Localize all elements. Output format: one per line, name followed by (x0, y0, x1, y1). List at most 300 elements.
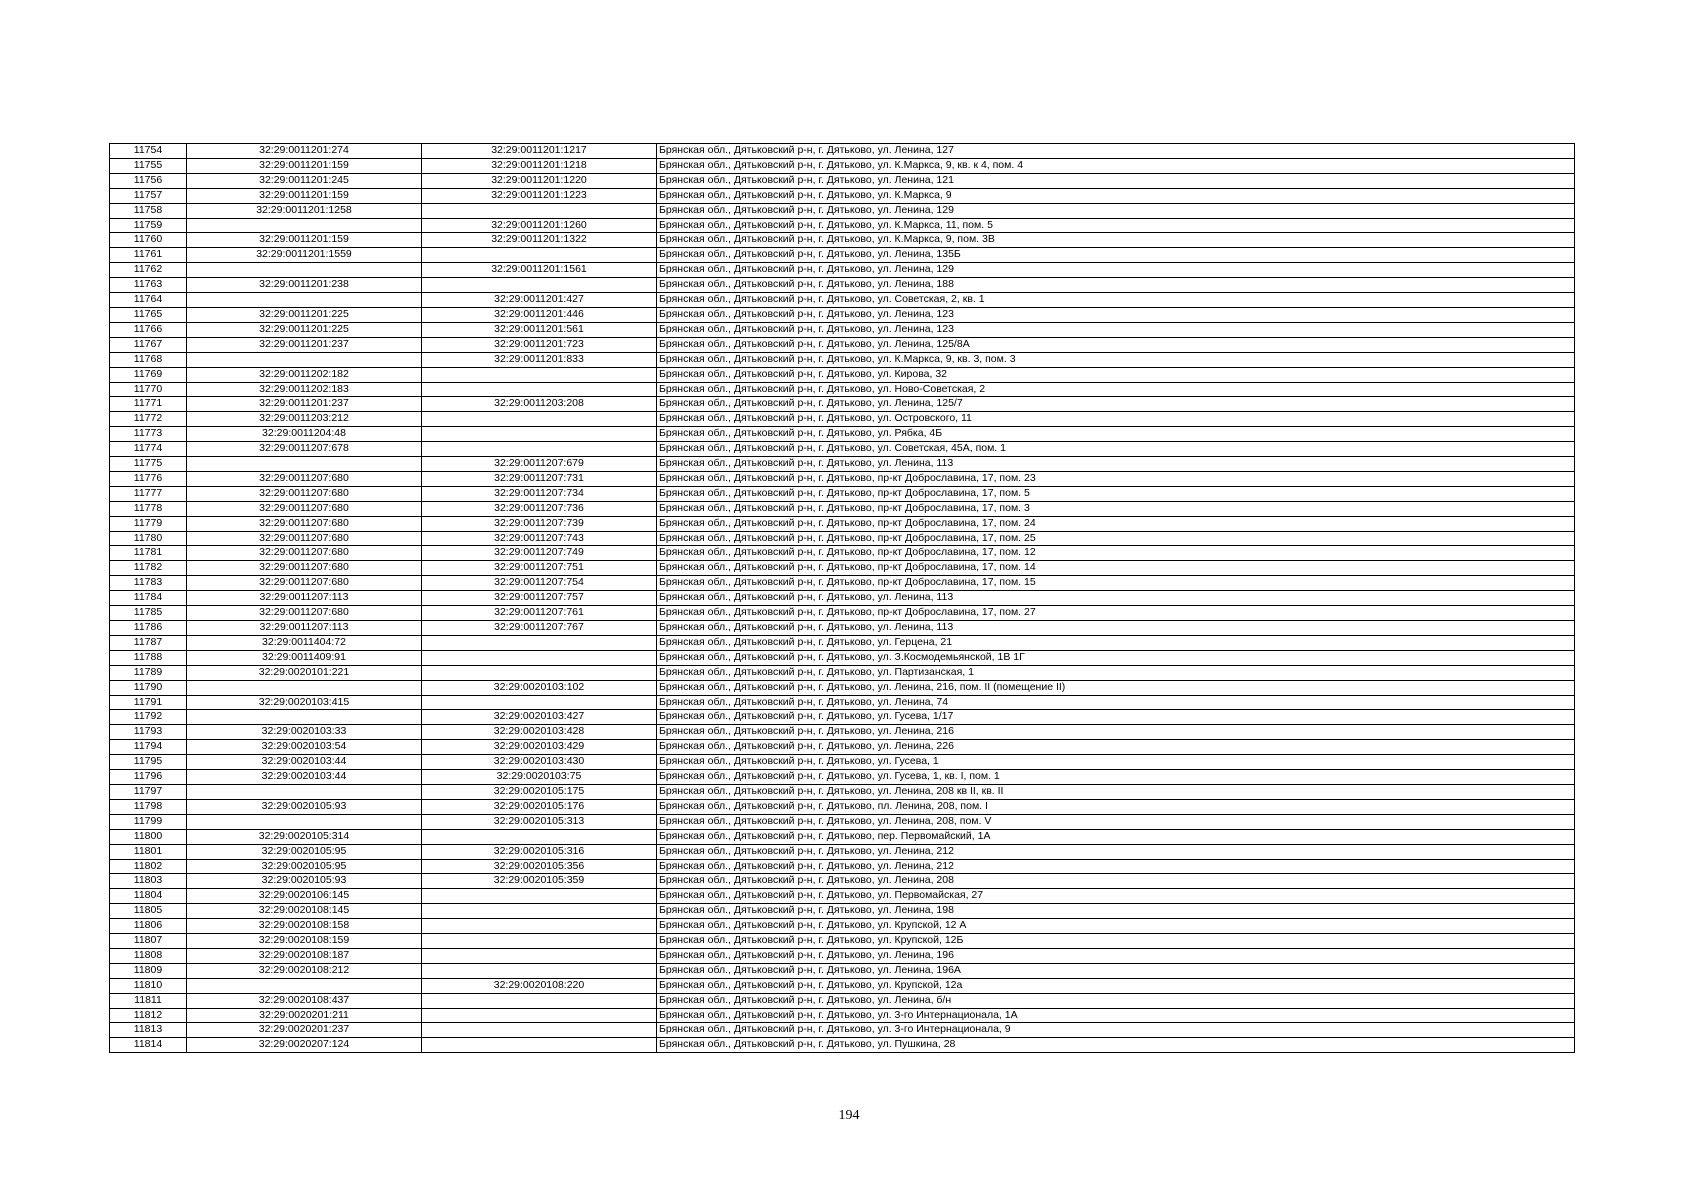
cadastral-number-cell (187, 680, 422, 695)
table-row (110, 561, 1575, 576)
cadastral-number-cell: 32:29:0011204:48 (187, 427, 422, 442)
object-cadastral-number-cell: 32:29:0011207:757 (422, 591, 657, 606)
cadastral-number-cell: 32:29:0011404:72 (187, 635, 422, 650)
table-row (110, 695, 1575, 710)
cadastral-number-cell: 32:29:0020105:93 (187, 799, 422, 814)
table-row (110, 591, 1575, 606)
row-number-cell: 11808 (110, 948, 187, 963)
row-number-cell: 11773 (110, 427, 187, 442)
table-row (110, 173, 1575, 188)
address-cell: Брянская обл., Дятьковский р-н, г. Дятьково, ул. Ленина, 125/7 (657, 397, 1575, 412)
address-cell: Брянская обл., Дятьковский р-н, г. Дятьково, ул. Гусева, 1, кв. I, пом. 1 (657, 770, 1575, 785)
address-cell: Брянская обл., Дятьковский р-н, г. Дятьково, ул. Ленина, 208 кв II, кв. II (657, 784, 1575, 799)
row-number-cell: 11799 (110, 814, 187, 829)
object-cadastral-number-cell: 32:29:0011201:1260 (422, 218, 657, 233)
cadastral-number-cell: 32:29:0011409:91 (187, 650, 422, 665)
table-row (110, 859, 1575, 874)
address-cell: Брянская обл., Дятьковский р-н, г. Дятьково, ул. Крупской, 12Б (657, 934, 1575, 949)
row-number-cell: 11792 (110, 710, 187, 725)
object-cadastral-number-cell: 32:29:0020105:359 (422, 874, 657, 889)
object-cadastral-number-cell: 32:29:0011201:1220 (422, 173, 657, 188)
row-number-cell: 11759 (110, 218, 187, 233)
table-row (110, 322, 1575, 337)
table-row (110, 218, 1575, 233)
table-row (110, 278, 1575, 293)
cadastral-number-cell: 32:29:0020103:415 (187, 695, 422, 710)
row-number-cell: 11779 (110, 516, 187, 531)
row-number-cell: 11784 (110, 591, 187, 606)
table-row (110, 367, 1575, 382)
address-cell: Брянская обл., Дятьковский р-н, г. Дятьково, пр-кт Доброславина, 17, пом. 12 (657, 546, 1575, 561)
table-row (110, 248, 1575, 263)
object-cadastral-number-cell (422, 1023, 657, 1038)
cadastral-number-cell: 32:29:0011201:1559 (187, 248, 422, 263)
cadastral-number-cell: 32:29:0020103:54 (187, 740, 422, 755)
object-cadastral-number-cell: 32:29:0020103:75 (422, 770, 657, 785)
row-number-cell: 11812 (110, 1008, 187, 1023)
table-row (110, 576, 1575, 591)
row-number-cell: 11802 (110, 859, 187, 874)
table-row (110, 1023, 1575, 1038)
cadastral-number-cell: 32:29:0011207:680 (187, 546, 422, 561)
cadastral-number-cell (187, 710, 422, 725)
address-cell: Брянская обл., Дятьковский р-н, г. Дятьково, пл. Ленина, 208, пом. I (657, 799, 1575, 814)
table-row (110, 606, 1575, 621)
address-cell: Брянская обл., Дятьковский р-н, г. Дятьково, ул. Крупской, 12 А (657, 919, 1575, 934)
cadastral-number-cell: 32:29:0011207:680 (187, 576, 422, 591)
table-row (110, 531, 1575, 546)
row-number-cell: 11780 (110, 531, 187, 546)
cadastral-number-cell (187, 293, 422, 308)
object-cadastral-number-cell: 32:29:0020103:102 (422, 680, 657, 695)
table-row (110, 233, 1575, 248)
object-cadastral-number-cell: 32:29:0020103:430 (422, 755, 657, 770)
row-number-cell: 11810 (110, 978, 187, 993)
row-number-cell: 11769 (110, 367, 187, 382)
table-row (110, 293, 1575, 308)
row-number-cell: 11772 (110, 412, 187, 427)
object-cadastral-number-cell (422, 1008, 657, 1023)
table-row (110, 1038, 1575, 1053)
row-number-cell: 11806 (110, 919, 187, 934)
table-row (110, 919, 1575, 934)
row-number-cell: 11813 (110, 1023, 187, 1038)
address-cell: Брянская обл., Дятьковский р-н, г. Дятьково, ул. 3-го Интернационала, 9 (657, 1023, 1575, 1038)
address-cell: Брянская обл., Дятьковский р-н, г. Дятьково, ул. Ленина, 129 (657, 263, 1575, 278)
cadastral-number-cell: 32:29:0011207:113 (187, 591, 422, 606)
cadastral-number-cell: 32:29:0011207:678 (187, 442, 422, 457)
row-number-cell: 11798 (110, 799, 187, 814)
object-cadastral-number-cell (422, 427, 657, 442)
address-cell: Брянская обл., Дятьковский р-н, г. Дятьково, ул. Ленина, 212 (657, 844, 1575, 859)
row-number-cell: 11796 (110, 770, 187, 785)
address-cell: Брянская обл., Дятьковский р-н, г. Дятьково, ул. З.Космодемьянской, 1В 1Г (657, 650, 1575, 665)
object-cadastral-number-cell (422, 248, 657, 263)
address-cell: Брянская обл., Дятьковский р-н, г. Дятьково, ул. Ленина, 198 (657, 904, 1575, 919)
object-cadastral-number-cell (422, 203, 657, 218)
row-number-cell: 11755 (110, 158, 187, 173)
address-cell: Брянская обл., Дятьковский р-н, г. Дятьково, ул. Гусева, 1/17 (657, 710, 1575, 725)
table-row (110, 188, 1575, 203)
object-cadastral-number-cell: 32:29:0020105:176 (422, 799, 657, 814)
cadastral-number-cell: 32:29:0011201:225 (187, 322, 422, 337)
table-row (110, 516, 1575, 531)
page-number: 194 (838, 1108, 860, 1123)
table-row (110, 665, 1575, 680)
row-number-cell: 11767 (110, 337, 187, 352)
object-cadastral-number-cell: 32:29:0020105:316 (422, 844, 657, 859)
cadastral-number-cell: 32:29:0020105:314 (187, 829, 422, 844)
table-row (110, 844, 1575, 859)
address-cell: Брянская обл., Дятьковский р-н, г. Дятьково, ул. Ленина, 135Б (657, 248, 1575, 263)
cadastral-number-cell: 32:29:0020108:437 (187, 993, 422, 1008)
table-row (110, 948, 1575, 963)
address-cell: Брянская обл., Дятьковский р-н, г. Дятьково, ул. Ленина, 208 (657, 874, 1575, 889)
table-row (110, 814, 1575, 829)
table-row (110, 934, 1575, 949)
object-cadastral-number-cell: 32:29:0020105:356 (422, 859, 657, 874)
cadastral-number-cell: 32:29:0011207:680 (187, 486, 422, 501)
row-number-cell: 11785 (110, 606, 187, 621)
row-number-cell: 11788 (110, 650, 187, 665)
object-cadastral-number-cell (422, 442, 657, 457)
object-cadastral-number-cell: 32:29:0011207:736 (422, 501, 657, 516)
object-cadastral-number-cell (422, 889, 657, 904)
cadastral-number-cell: 32:29:0020106:145 (187, 889, 422, 904)
row-number-cell: 11800 (110, 829, 187, 844)
cadastral-number-cell (187, 784, 422, 799)
object-cadastral-number-cell (422, 665, 657, 680)
address-cell: Брянская обл., Дятьковский р-н, г. Дятьково, ул. Островского, 11 (657, 412, 1575, 427)
table-row (110, 144, 1575, 159)
object-cadastral-number-cell: 32:29:0011207:734 (422, 486, 657, 501)
cadastral-number-cell (187, 457, 422, 472)
address-cell: Брянская обл., Дятьковский р-н, г. Дятьково, пр-кт Доброславина, 17, пом. 27 (657, 606, 1575, 621)
table-row (110, 710, 1575, 725)
table-row (110, 158, 1575, 173)
row-number-cell: 11805 (110, 904, 187, 919)
object-cadastral-number-cell (422, 367, 657, 382)
row-number-cell: 11787 (110, 635, 187, 650)
table-row (110, 963, 1575, 978)
row-number-cell: 11756 (110, 173, 187, 188)
table-row (110, 680, 1575, 695)
cadastral-number-cell: 32:29:0011201:237 (187, 337, 422, 352)
address-cell: Брянская обл., Дятьковский р-н, г. Дятьково, ул. Ленина, 196 (657, 948, 1575, 963)
row-number-cell: 11770 (110, 382, 187, 397)
cadastral-number-cell: 32:29:0011201:159 (187, 233, 422, 248)
table-row (110, 307, 1575, 322)
row-number-cell: 11777 (110, 486, 187, 501)
object-cadastral-number-cell (422, 993, 657, 1008)
object-cadastral-number-cell: 32:29:0011201:1223 (422, 188, 657, 203)
row-number-cell: 11771 (110, 397, 187, 412)
address-cell: Брянская обл., Дятьковский р-н, г. Дятьково, ул. К.Маркса, 9, пом. 3В (657, 233, 1575, 248)
object-cadastral-number-cell: 32:29:0011203:208 (422, 397, 657, 412)
row-number-cell: 11761 (110, 248, 187, 263)
object-cadastral-number-cell: 32:29:0011207:739 (422, 516, 657, 531)
table-row (110, 725, 1575, 740)
row-number-cell: 11758 (110, 203, 187, 218)
address-cell: Брянская обл., Дятьковский р-н, г. Дятьково, пр-кт Доброславина, 17, пом. 5 (657, 486, 1575, 501)
cadastral-number-cell (187, 352, 422, 367)
cadastral-number-cell: 32:29:0011201:245 (187, 173, 422, 188)
row-number-cell: 11804 (110, 889, 187, 904)
address-cell: Брянская обл., Дятьковский р-н, г. Дятьково, ул. Партизанская, 1 (657, 665, 1575, 680)
cadastral-number-cell: 32:29:0011201:274 (187, 144, 422, 159)
cadastral-number-cell: 32:29:0011207:680 (187, 531, 422, 546)
table-row (110, 621, 1575, 636)
address-cell: Брянская обл., Дятьковский р-н, г. Дятьково, ул. Ленина, 121 (657, 173, 1575, 188)
row-number-cell: 11766 (110, 322, 187, 337)
cadastral-number-cell: 32:29:0011202:183 (187, 382, 422, 397)
row-number-cell: 11765 (110, 307, 187, 322)
object-cadastral-number-cell (422, 904, 657, 919)
row-number-cell: 11795 (110, 755, 187, 770)
cadastral-number-cell: 32:29:0020201:211 (187, 1008, 422, 1023)
address-cell: Брянская обл., Дятьковский р-н, г. Дятьково, ул. Герцена, 21 (657, 635, 1575, 650)
address-cell: Брянская обл., Дятьковский р-н, г. Дятьково, ул. Ново-Советская, 2 (657, 382, 1575, 397)
address-cell: Брянская обл., Дятьковский р-н, г. Дятьково, ул. Ленина, 208, пом. V (657, 814, 1575, 829)
table-row (110, 412, 1575, 427)
row-number-cell: 11778 (110, 501, 187, 516)
address-cell: Брянская обл., Дятьковский р-н, г. Дятьково, ул. Ленина, 123 (657, 307, 1575, 322)
object-cadastral-number-cell: 32:29:0011201:1217 (422, 144, 657, 159)
object-cadastral-number-cell: 32:29:0011201:1561 (422, 263, 657, 278)
table-row (110, 770, 1575, 785)
address-cell: Брянская обл., Дятьковский р-н, г. Дятьково, ул. Ленина, 188 (657, 278, 1575, 293)
address-cell: Брянская обл., Дятьковский р-н, г. Дятьково, ул. Рябка, 4Б (657, 427, 1575, 442)
cadastral-number-cell: 32:29:0011201:238 (187, 278, 422, 293)
cadastral-number-cell: 32:29:0011201:225 (187, 307, 422, 322)
object-cadastral-number-cell: 32:29:0020103:429 (422, 740, 657, 755)
cadastral-number-cell: 32:29:0011201:237 (187, 397, 422, 412)
object-cadastral-number-cell: 32:29:0011207:679 (422, 457, 657, 472)
table-row (110, 978, 1575, 993)
cadastral-number-cell: 32:29:0011207:680 (187, 516, 422, 531)
table-row (110, 397, 1575, 412)
cadastral-number-cell: 32:29:0020108:158 (187, 919, 422, 934)
row-number-cell: 11794 (110, 740, 187, 755)
table-row (110, 546, 1575, 561)
cadastral-number-cell: 32:29:0020105:93 (187, 874, 422, 889)
object-cadastral-number-cell: 32:29:0020103:427 (422, 710, 657, 725)
address-cell: Брянская обл., Дятьковский р-н, г. Дятьково, ул. Пушкина, 28 (657, 1038, 1575, 1053)
cadastral-number-cell: 32:29:0011207:680 (187, 606, 422, 621)
cadastral-number-cell (187, 263, 422, 278)
cadastral-number-cell: 32:29:0011207:113 (187, 621, 422, 636)
object-cadastral-number-cell (422, 829, 657, 844)
row-number-cell: 11768 (110, 352, 187, 367)
row-number-cell: 11776 (110, 471, 187, 486)
address-cell: Брянская обл., Дятьковский р-н, г. Дятьково, ул. Гусева, 1 (657, 755, 1575, 770)
address-cell: Брянская обл., Дятьковский р-н, г. Дятьково, ул. К.Маркса, 11, пом. 5 (657, 218, 1575, 233)
address-cell: Брянская обл., Дятьковский р-н, г. Дятьково, ул. Ленина, 196А (657, 963, 1575, 978)
object-cadastral-number-cell (422, 278, 657, 293)
address-cell: Брянская обл., Дятьковский р-н, г. Дятьково, ул. Ленина, 129 (657, 203, 1575, 218)
row-number-cell: 11763 (110, 278, 187, 293)
row-number-cell: 11782 (110, 561, 187, 576)
cadastral-number-cell: 32:29:0020108:159 (187, 934, 422, 949)
object-cadastral-number-cell (422, 963, 657, 978)
row-number-cell: 11803 (110, 874, 187, 889)
object-cadastral-number-cell: 32:29:0011201:427 (422, 293, 657, 308)
row-number-cell: 11791 (110, 695, 187, 710)
cadastral-number-cell: 32:29:0020105:95 (187, 844, 422, 859)
row-number-cell: 11790 (110, 680, 187, 695)
address-cell: Брянская обл., Дятьковский р-н, г. Дятьково, пр-кт Доброславина, 17, пом. 25 (657, 531, 1575, 546)
object-cadastral-number-cell: 32:29:0020103:428 (422, 725, 657, 740)
object-cadastral-number-cell: 32:29:0020108:220 (422, 978, 657, 993)
cadastral-number-cell: 32:29:0020103:44 (187, 755, 422, 770)
row-number-cell: 11797 (110, 784, 187, 799)
row-number-cell: 11811 (110, 993, 187, 1008)
object-cadastral-number-cell (422, 948, 657, 963)
object-cadastral-number-cell: 32:29:0011201:723 (422, 337, 657, 352)
cadastral-number-cell: 32:29:0011203:212 (187, 412, 422, 427)
object-cadastral-number-cell: 32:29:0011201:446 (422, 307, 657, 322)
table-row (110, 457, 1575, 472)
row-number-cell: 11814 (110, 1038, 187, 1053)
object-cadastral-number-cell: 32:29:0020105:313 (422, 814, 657, 829)
cadastral-number-cell: 32:29:0011207:680 (187, 471, 422, 486)
table-row (110, 1008, 1575, 1023)
address-cell: Брянская обл., Дятьковский р-н, г. Дятьково, ул. Советская, 45А, пом. 1 (657, 442, 1575, 457)
table-row (110, 382, 1575, 397)
address-cell: Брянская обл., Дятьковский р-н, г. Дятьково, пр-кт Доброславина, 17, пом. 23 (657, 471, 1575, 486)
table-row (110, 427, 1575, 442)
table-row (110, 337, 1575, 352)
address-cell: Брянская обл., Дятьковский р-н, г. Дятьково, ул. К.Маркса, 9, кв. к 4, пом. 4 (657, 158, 1575, 173)
object-cadastral-number-cell: 32:29:0011207:761 (422, 606, 657, 621)
table-row (110, 784, 1575, 799)
cadastral-number-cell (187, 814, 422, 829)
address-cell: Брянская обл., Дятьковский р-н, г. Дятьково, ул. Ленина, 127 (657, 144, 1575, 159)
table-row (110, 501, 1575, 516)
address-cell: Брянская обл., Дятьковский р-н, г. Дятьково, пр-кт Доброславина, 17, пом. 14 (657, 561, 1575, 576)
object-cadastral-number-cell (422, 1038, 657, 1053)
cadastral-number-cell: 32:29:0020103:44 (187, 770, 422, 785)
row-number-cell: 11809 (110, 963, 187, 978)
cadastral-number-cell (187, 978, 422, 993)
table-row (110, 993, 1575, 1008)
address-cell: Брянская обл., Дятьковский р-н, г. Дятьково, ул. Ленина, 74 (657, 695, 1575, 710)
object-cadastral-number-cell (422, 650, 657, 665)
object-cadastral-number-cell: 32:29:0011201:1322 (422, 233, 657, 248)
object-cadastral-number-cell: 32:29:0011201:1218 (422, 158, 657, 173)
cadastral-number-cell: 32:29:0020101:221 (187, 665, 422, 680)
table-row (110, 263, 1575, 278)
address-cell: Брянская обл., Дятьковский р-н, г. Дятьково, ул. 3-го Интернационала, 1А (657, 1008, 1575, 1023)
address-cell: Брянская обл., Дятьковский р-н, г. Дятьково, ул. Советская, 2, кв. 1 (657, 293, 1575, 308)
row-number-cell: 11801 (110, 844, 187, 859)
address-cell: Брянская обл., Дятьковский р-н, г. Дятьково, пр-кт Доброславина, 17, пом. 3 (657, 501, 1575, 516)
table-row (110, 650, 1575, 665)
row-number-cell: 11789 (110, 665, 187, 680)
register-table (109, 143, 1575, 1053)
object-cadastral-number-cell: 32:29:0011201:561 (422, 322, 657, 337)
address-cell: Брянская обл., Дятьковский р-н, г. Дятьково, ул. К.Маркса, 9 (657, 188, 1575, 203)
row-number-cell: 11762 (110, 263, 187, 278)
address-cell: Брянская обл., Дятьковский р-н, г. Дятьково, ул. К.Маркса, 9, кв. 3, пом. 3 (657, 352, 1575, 367)
row-number-cell: 11757 (110, 188, 187, 203)
cadastral-number-cell: 32:29:0011201:159 (187, 158, 422, 173)
cadastral-number-cell (187, 218, 422, 233)
address-cell: Брянская обл., Дятьковский р-н, г. Дятьково, ул. Кирова, 32 (657, 367, 1575, 382)
address-cell: Брянская обл., Дятьковский р-н, г. Дятьково, ул. Первомайская, 27 (657, 889, 1575, 904)
cadastral-number-cell: 32:29:0011207:680 (187, 501, 422, 516)
address-cell: Брянская обл., Дятьковский р-н, г. Дятьково, ул. Ленина, 212 (657, 859, 1575, 874)
table-row (110, 740, 1575, 755)
row-number-cell: 11793 (110, 725, 187, 740)
row-number-cell: 11754 (110, 144, 187, 159)
address-cell: Брянская обл., Дятьковский р-н, г. Дятьково, ул. Ленина, 216 (657, 725, 1575, 740)
table-row (110, 755, 1575, 770)
row-number-cell: 11781 (110, 546, 187, 561)
cadastral-number-cell: 32:29:0011207:680 (187, 561, 422, 576)
address-cell: Брянская обл., Дятьковский р-н, г. Дятьково, ул. Ленина, 113 (657, 457, 1575, 472)
cadastral-number-cell: 32:29:0020108:187 (187, 948, 422, 963)
cadastral-number-cell: 32:29:0020108:145 (187, 904, 422, 919)
cadastral-number-cell: 32:29:0011201:1258 (187, 203, 422, 218)
object-cadastral-number-cell: 32:29:0011207:754 (422, 576, 657, 591)
row-number-cell: 11760 (110, 233, 187, 248)
cadastral-number-cell: 32:29:0020207:124 (187, 1038, 422, 1053)
table-row (110, 471, 1575, 486)
cadastral-number-cell: 32:29:0020105:95 (187, 859, 422, 874)
object-cadastral-number-cell: 32:29:0020105:175 (422, 784, 657, 799)
address-cell: Брянская обл., Дятьковский р-н, г. Дятьково, пр-кт Доброславина, 17, пом. 15 (657, 576, 1575, 591)
row-number-cell: 11807 (110, 934, 187, 949)
object-cadastral-number-cell: 32:29:0011207:751 (422, 561, 657, 576)
table-row (110, 799, 1575, 814)
cadastral-number-cell: 32:29:0020103:33 (187, 725, 422, 740)
object-cadastral-number-cell (422, 934, 657, 949)
row-number-cell: 11775 (110, 457, 187, 472)
address-cell: Брянская обл., Дятьковский р-н, г. Дятьково, ул. Ленина, 226 (657, 740, 1575, 755)
object-cadastral-number-cell: 32:29:0011207:767 (422, 621, 657, 636)
object-cadastral-number-cell (422, 382, 657, 397)
address-cell: Брянская обл., Дятьковский р-н, г. Дятьково, ул. Ленина, 113 (657, 591, 1575, 606)
cadastral-number-cell: 32:29:0011202:182 (187, 367, 422, 382)
row-number-cell: 11774 (110, 442, 187, 457)
address-cell: Брянская обл., Дятьковский р-н, г. Дятьково, ул. Ленина, 216, пом. II (помещение II) (657, 680, 1575, 695)
address-cell: Брянская обл., Дятьковский р-н, г. Дятьково, пер. Первомайский, 1А (657, 829, 1575, 844)
object-cadastral-number-cell: 32:29:0011207:731 (422, 471, 657, 486)
address-cell: Брянская обл., Дятьковский р-н, г. Дятьково, ул. Ленина, 125/8А (657, 337, 1575, 352)
table-row (110, 486, 1575, 501)
register-body (110, 144, 1575, 1053)
table-row (110, 442, 1575, 457)
address-cell: Брянская обл., Дятьковский р-н, г. Дятьково, ул. Ленина, б/н (657, 993, 1575, 1008)
address-cell: Брянская обл., Дятьковский р-н, г. Дятьково, ул. Ленина, 123 (657, 322, 1575, 337)
address-cell: Брянская обл., Дятьковский р-н, г. Дятьково, пр-кт Доброславина, 17, пом. 24 (657, 516, 1575, 531)
table-row (110, 874, 1575, 889)
object-cadastral-number-cell (422, 635, 657, 650)
address-cell: Брянская обл., Дятьковский р-н, г. Дятьково, ул. Крупской, 12а (657, 978, 1575, 993)
table-row (110, 352, 1575, 367)
table-row (110, 889, 1575, 904)
table-row (110, 203, 1575, 218)
object-cadastral-number-cell: 32:29:0011201:833 (422, 352, 657, 367)
address-cell: Брянская обл., Дятьковский р-н, г. Дятьково, ул. Ленина, 113 (657, 621, 1575, 636)
row-number-cell: 11764 (110, 293, 187, 308)
cadastral-number-cell: 32:29:0011201:159 (187, 188, 422, 203)
row-number-cell: 11783 (110, 576, 187, 591)
cadastral-number-cell: 32:29:0020201:237 (187, 1023, 422, 1038)
table-row (110, 904, 1575, 919)
object-cadastral-number-cell (422, 695, 657, 710)
